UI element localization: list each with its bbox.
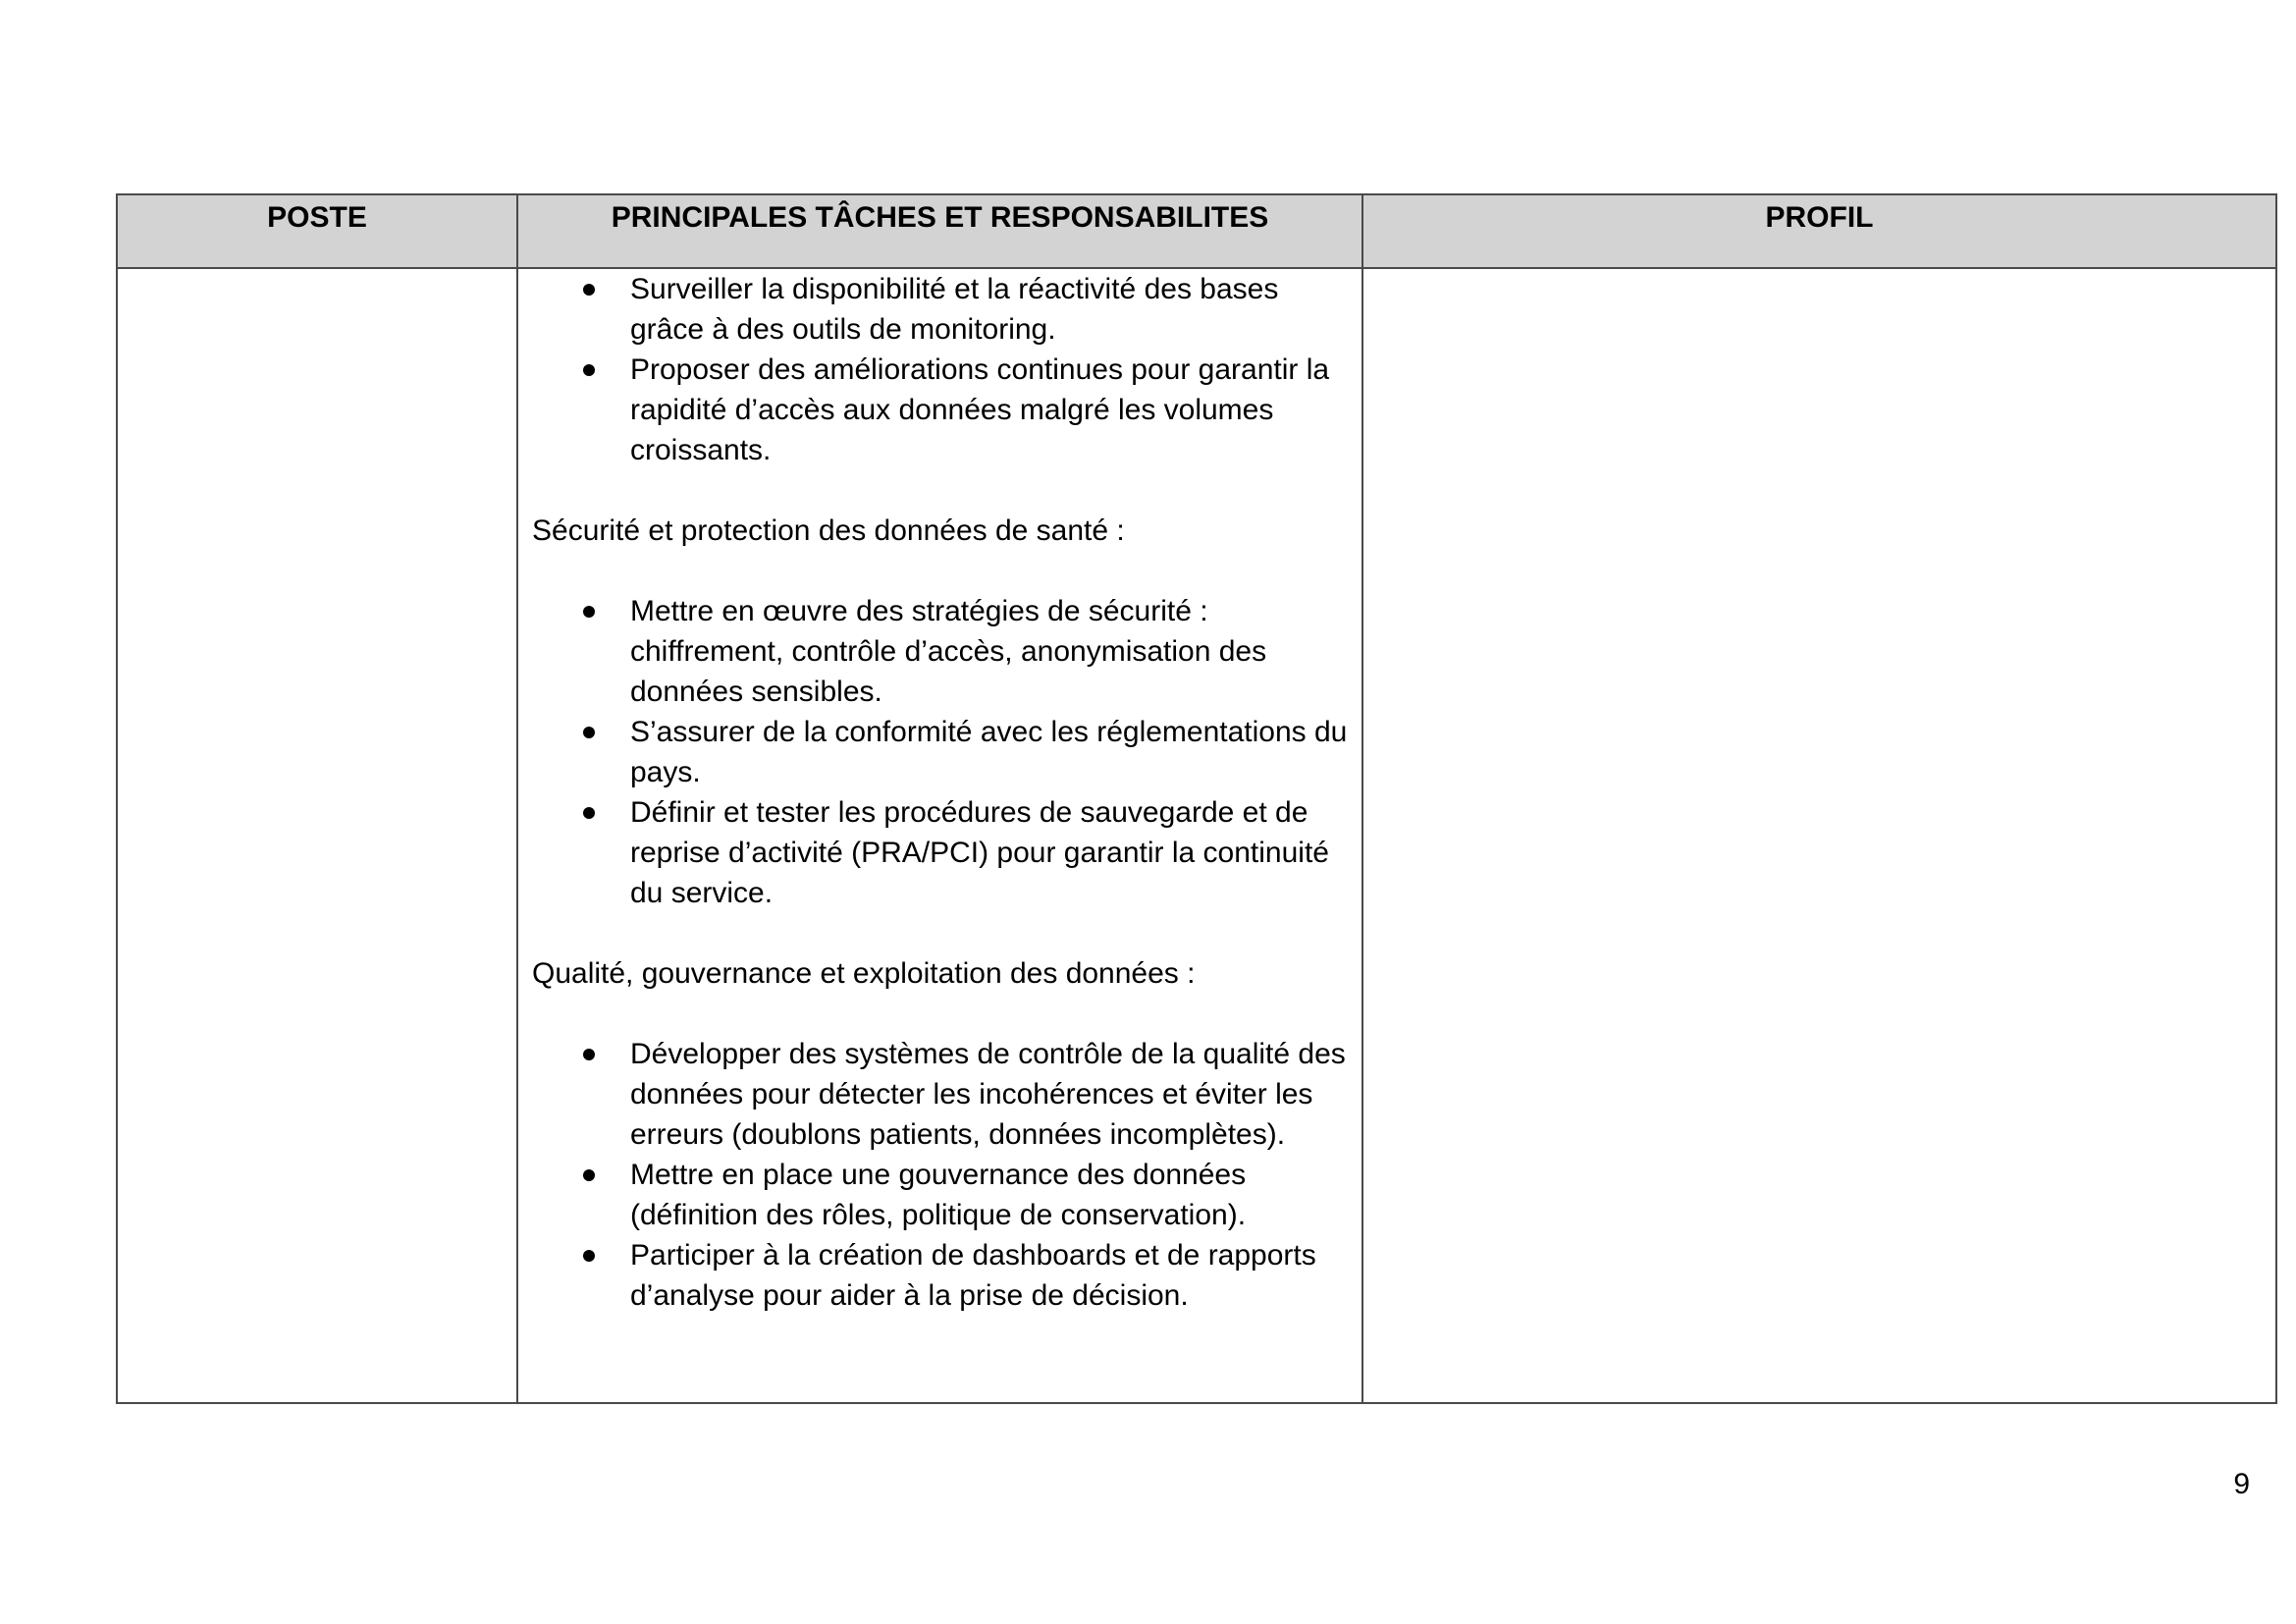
responsibilities-table [116,193,2277,1404]
poste-cell [117,268,517,1403]
list-item: Participer à la création de dashboards et de rapports d’analyse pour aider à la prise de décision. [532,1235,1348,1316]
securite-list [532,591,1348,913]
tasks-cell [517,268,1362,1403]
header-poste: POSTE [117,194,517,268]
list-item: Mettre en place une gouvernance des données (définition des rôles, politique de conservation). [532,1155,1348,1235]
table-header-row [117,194,2276,268]
list-item: Développer des systèmes de contrôle de la qualité des données pour détecter les incohérences et éviter les erreurs (doublons patients, données incomplètes). [532,1034,1348,1155]
page-number: 9 [2233,1468,2250,1500]
list-item: Définir et tester les procédures de sauvegarde et de reprise d’activité (PRA/PCI) pour garantir la continuité du service. [532,792,1348,913]
table-row [117,268,2276,1403]
list-item: Surveiller la disponibilité et la réactivité des bases grâce à des outils de monitoring. [532,269,1348,350]
profil-cell [1362,268,2276,1403]
list-item: Proposer des améliorations continues pour garantir la rapidité d’accès aux données malgré les volumes croissants. [532,350,1348,470]
list-item: S’assurer de la conformité avec les réglementations du pays. [532,712,1348,792]
section-heading-qualite: Qualité, gouvernance et exploitation des données : [532,957,1196,990]
monitoring-list [532,269,1348,470]
header-profil: PROFIL [1362,194,2276,268]
qualite-list [532,1034,1348,1316]
list-item: Mettre en œuvre des stratégies de sécurité : chiffrement, contrôle d’accès, anonymisation des données sensibles. [532,591,1348,712]
header-taches: PRINCIPALES TÂCHES ET RESPONSABILITES [517,194,1362,268]
section-heading-securite: Sécurité et protection des données de santé : [532,514,1125,547]
